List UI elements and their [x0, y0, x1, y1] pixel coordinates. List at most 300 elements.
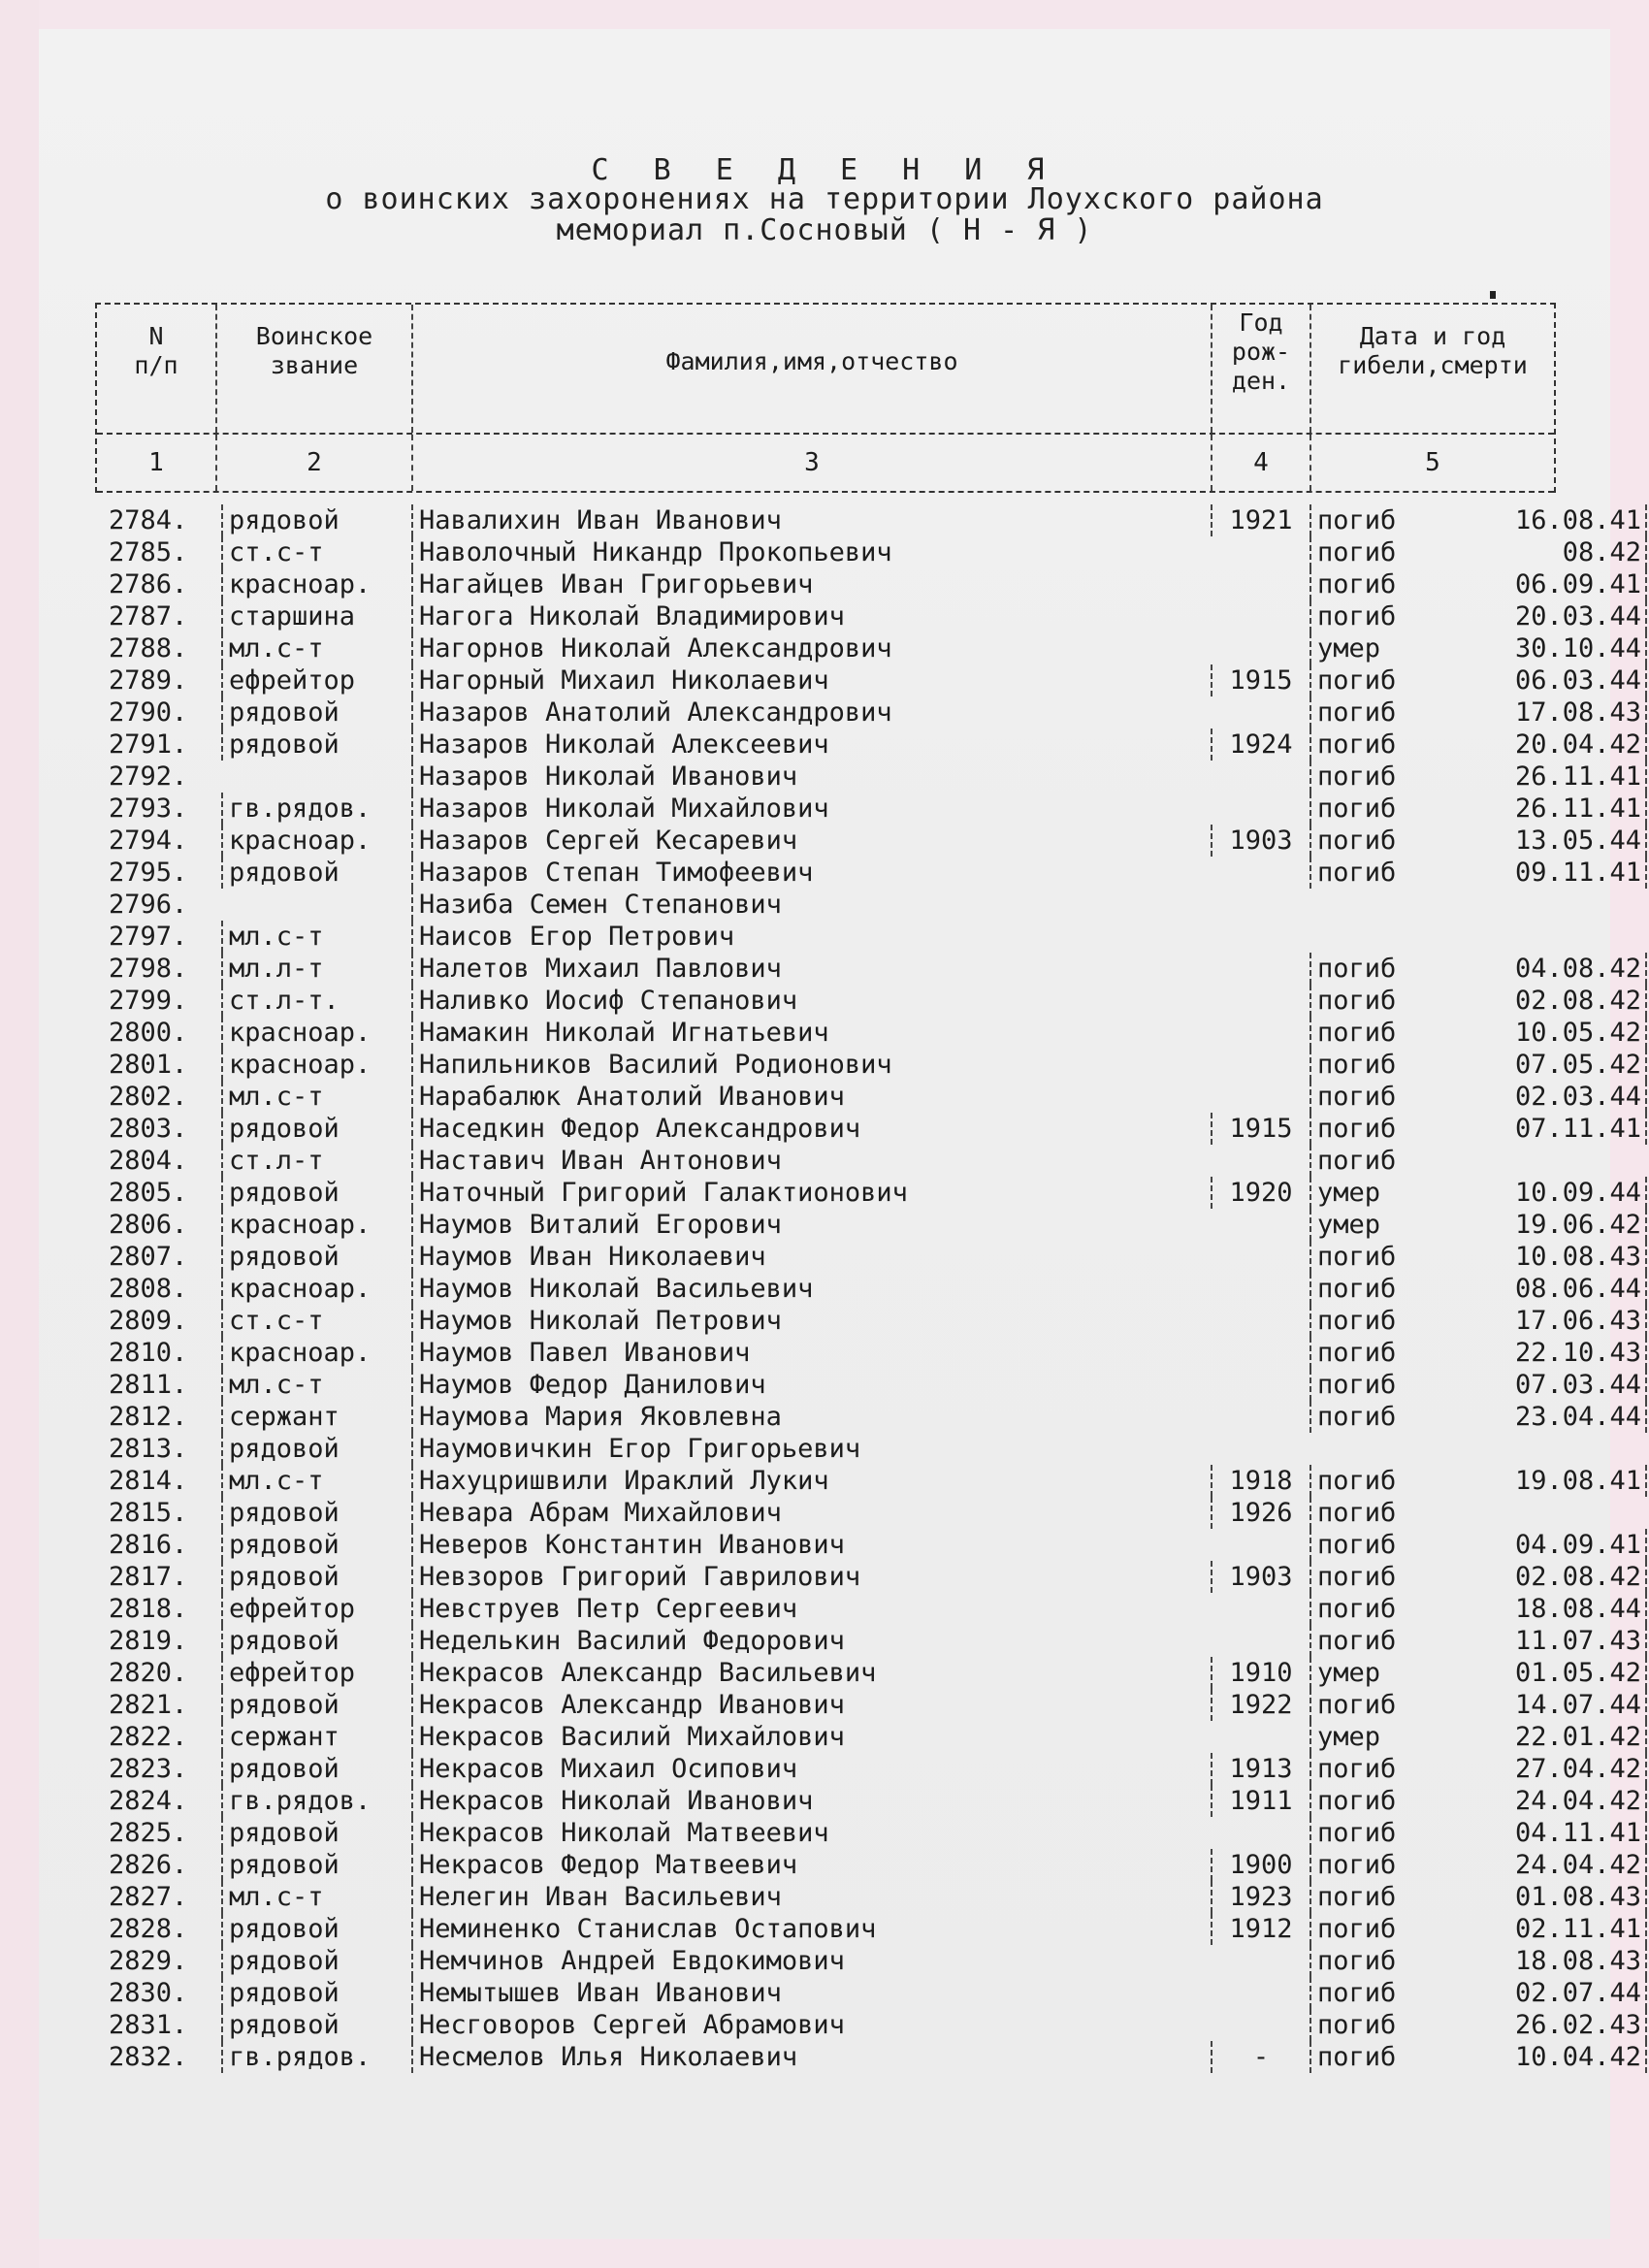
row-number: 2819. — [109, 1626, 188, 1656]
row-status: погиб — [1310, 697, 1424, 729]
row-status: погиб — [1310, 1817, 1424, 1849]
row-death-date: 08.06.44 — [1434, 1273, 1647, 1305]
row-full-name: Невструев Петр Сергеевич — [411, 1593, 1214, 1625]
table-row — [95, 1177, 1641, 1209]
table-row — [95, 1017, 1641, 1049]
row-rank: ст.л-т — [221, 1145, 417, 1177]
table-row — [95, 825, 1641, 857]
row-rank: рядовой — [221, 2009, 417, 2041]
row-death-date: 02.11.41 — [1434, 1913, 1647, 1945]
row-full-name: Нагорный Михаил Николаевич — [411, 664, 1214, 697]
table-row — [95, 600, 1641, 632]
row-death-date: 13.05.44 — [1434, 825, 1647, 857]
row-status: умер — [1310, 632, 1424, 664]
row-number: 2804. — [109, 1146, 188, 1176]
row-rank: ст.с-т — [221, 536, 417, 568]
row-rank: ефрейтор — [221, 1593, 417, 1625]
row-full-name: Налетов Михаил Павлович — [411, 953, 1214, 985]
row-full-name: Несмелов Илья Николаевич — [411, 2041, 1214, 2073]
row-number: 2824. — [109, 1786, 188, 1816]
row-number: 2793. — [109, 794, 188, 824]
row-birth-year: - — [1211, 2041, 1310, 2073]
row-rank: рядовой — [221, 1689, 417, 1721]
table-row — [95, 985, 1641, 1017]
table-row — [95, 536, 1641, 568]
row-status: погиб — [1310, 985, 1424, 1017]
table-row — [95, 1753, 1641, 1785]
row-number: 2810. — [109, 1338, 188, 1368]
column-number-3: 3 — [413, 435, 1212, 491]
column-number-4: 4 — [1212, 435, 1311, 491]
row-full-name: Назаров Сергей Кесаревич — [411, 825, 1214, 857]
row-birth-year: 1920 — [1211, 1177, 1310, 1209]
row-number: 2789. — [109, 665, 188, 696]
row-death-date: 11.07.43 — [1434, 1625, 1647, 1657]
row-number: 2806. — [109, 1210, 188, 1240]
row-death-date: 01.05.42 — [1434, 1657, 1647, 1689]
row-death-date: 24.04.42 — [1434, 1849, 1647, 1881]
row-birth-year: 1913 — [1211, 1753, 1310, 1785]
row-death-date: 08.42 — [1434, 536, 1647, 568]
row-rank: рядовой — [221, 1817, 417, 1849]
row-number: 2813. — [109, 1434, 188, 1464]
row-death-date: 06.03.44 — [1434, 664, 1647, 697]
row-birth-year: 1910 — [1211, 1657, 1310, 1689]
row-number: 2812. — [109, 1402, 188, 1432]
row-full-name: Наливко Иосиф Степанович — [411, 985, 1214, 1017]
row-death-date: 04.09.41 — [1434, 1529, 1647, 1561]
row-status: погиб — [1310, 1401, 1424, 1433]
table-row — [95, 1113, 1641, 1145]
row-status: погиб — [1310, 1113, 1424, 1145]
column-header-rank: Воинское звание — [217, 305, 413, 433]
table-row — [95, 1657, 1641, 1689]
row-birth-year: 1911 — [1211, 1785, 1310, 1817]
scan-border-left — [0, 0, 39, 2268]
row-death-date: 17.08.43 — [1434, 697, 1647, 729]
row-number: 2802. — [109, 1082, 188, 1112]
row-full-name: Наумов Виталий Егорович — [411, 1209, 1214, 1241]
row-full-name: Невара Абрам Михайлович — [411, 1497, 1214, 1529]
row-number: 2822. — [109, 1722, 188, 1752]
row-death-date: 10.08.43 — [1434, 1241, 1647, 1273]
row-full-name: Наумов Павел Иванович — [411, 1337, 1214, 1369]
burial-table-body — [95, 504, 1641, 2073]
row-number: 2826. — [109, 1850, 188, 1880]
row-number: 2795. — [109, 858, 188, 888]
table-row — [95, 857, 1641, 889]
table-row — [95, 761, 1641, 793]
row-number: 2808. — [109, 1274, 188, 1304]
row-rank: рядовой — [221, 1529, 417, 1561]
row-birth-year: 1922 — [1211, 1689, 1310, 1721]
row-birth-year: 1926 — [1211, 1497, 1310, 1529]
table-row — [95, 889, 1552, 921]
row-full-name: Нелегин Иван Васильевич — [411, 1881, 1214, 1913]
table-row — [95, 1977, 1641, 2009]
row-number: 2800. — [109, 1018, 188, 1048]
row-rank: мл.с-т — [221, 1369, 417, 1401]
row-full-name: Несговоров Сергей Абрамович — [411, 2009, 1214, 2041]
table-row — [95, 1785, 1641, 1817]
row-number: 2791. — [109, 729, 188, 760]
row-status: погиб — [1310, 1497, 1424, 1529]
row-death-date: 02.08.42 — [1434, 985, 1647, 1017]
column-header-name: Фамилия,имя,отчество — [413, 305, 1212, 433]
row-full-name: Некрасов Федор Матвеевич — [411, 1849, 1214, 1881]
row-full-name: Наумов Федор Данилович — [411, 1369, 1214, 1401]
row-number: 2831. — [109, 2010, 188, 2040]
row-full-name: Некрасов Василий Михайлович — [411, 1721, 1214, 1753]
table-row — [95, 1593, 1641, 1625]
table-row — [95, 1721, 1641, 1753]
row-full-name: Назаров Николай Иванович — [411, 761, 1214, 793]
table-row — [95, 1689, 1641, 1721]
row-status: погиб — [1310, 1369, 1424, 1401]
row-number: 2801. — [109, 1050, 188, 1080]
column-header-number: N п/п — [97, 305, 217, 433]
row-status: погиб — [1310, 825, 1424, 857]
table-row — [95, 729, 1641, 761]
row-rank: рядовой — [221, 729, 417, 761]
row-status: погиб — [1310, 1017, 1424, 1049]
row-death-date: 19.06.42 — [1434, 1209, 1647, 1241]
row-death-date: 22.01.42 — [1434, 1721, 1647, 1753]
row-rank: рядовой — [221, 1561, 417, 1593]
row-number: 2829. — [109, 1946, 188, 1976]
row-death-date: 01.08.43 — [1434, 1881, 1647, 1913]
row-number: 2799. — [109, 986, 188, 1016]
row-death-date: 27.04.42 — [1434, 1753, 1647, 1785]
row-number: 2814. — [109, 1466, 188, 1496]
row-rank: ст.с-т — [221, 1305, 417, 1337]
table-row — [95, 1881, 1641, 1913]
row-full-name: Нагога Николай Владимирович — [411, 600, 1214, 632]
row-death-date: 06.09.41 — [1434, 568, 1647, 600]
row-full-name: Неделькин Василий Федорович — [411, 1625, 1214, 1657]
row-number: 2807. — [109, 1242, 188, 1272]
row-number: 2787. — [109, 601, 188, 632]
row-number: 2809. — [109, 1306, 188, 1336]
row-full-name: Наисов Егор Петрович — [411, 921, 1214, 953]
row-full-name: Наумова Мария Яковлевна — [411, 1401, 1214, 1433]
row-status: погиб — [1310, 1529, 1424, 1561]
row-status: погиб — [1310, 1049, 1424, 1081]
row-rank: красноар. — [221, 1017, 417, 1049]
row-full-name: Наседкин Федор Александрович — [411, 1113, 1214, 1145]
table-row — [95, 1401, 1641, 1433]
row-full-name: Нагорнов Николай Александрович — [411, 632, 1214, 664]
row-rank: рядовой — [221, 1433, 417, 1465]
scan-border-bottom — [0, 2239, 1649, 2268]
scan-border-top — [0, 0, 1649, 29]
table-row — [95, 1529, 1641, 1561]
row-rank: ефрейтор — [221, 1657, 417, 1689]
row-status: погиб — [1310, 857, 1424, 889]
table-row — [95, 1049, 1641, 1081]
row-death-date: 17.06.43 — [1434, 1305, 1647, 1337]
row-number: 2805. — [109, 1178, 188, 1208]
table-row — [95, 1945, 1641, 1977]
row-number: 2820. — [109, 1658, 188, 1688]
row-death-date: 02.03.44 — [1434, 1081, 1647, 1113]
row-status: погиб — [1310, 1081, 1424, 1113]
row-status: погиб — [1310, 1337, 1424, 1369]
row-rank: рядовой — [221, 1913, 417, 1945]
row-status: умер — [1310, 1657, 1424, 1689]
row-number: 2792. — [109, 761, 188, 792]
row-rank: красноар. — [221, 1049, 417, 1081]
row-death-date: 16.08.41 — [1434, 504, 1647, 536]
row-number: 2794. — [109, 826, 188, 856]
row-status: умер — [1310, 1209, 1424, 1241]
row-death-date: 04.11.41 — [1434, 1817, 1647, 1849]
row-number: 2811. — [109, 1370, 188, 1400]
memorial-name: мемориал п.Сосновый ( Н - Я ) — [556, 213, 1093, 247]
column-headers — [97, 305, 1554, 435]
column-number-1: 1 — [97, 435, 217, 491]
row-status: погиб — [1310, 1273, 1424, 1305]
column-header-birth-year: Год рож- ден. — [1212, 305, 1311, 433]
row-birth-year: 1923 — [1211, 1881, 1310, 1913]
row-number: 2797. — [109, 922, 188, 952]
row-full-name: Наумовичкин Егор Григорьевич — [411, 1433, 1214, 1465]
row-number: 2828. — [109, 1914, 188, 1944]
row-rank: сержант — [221, 1721, 417, 1753]
row-full-name: Невзоров Григорий Гаврилович — [411, 1561, 1214, 1593]
row-full-name: Намакин Николай Игнатьевич — [411, 1017, 1214, 1049]
table-row — [95, 632, 1641, 664]
row-number: 2788. — [109, 633, 188, 664]
row-death-date: 26.02.43 — [1434, 2009, 1647, 2041]
row-status: умер — [1310, 1177, 1424, 1209]
row-number: 2825. — [109, 1818, 188, 1848]
row-status: погиб — [1310, 536, 1424, 568]
row-rank: рядовой — [221, 1849, 417, 1881]
row-rank: рядовой — [221, 1625, 417, 1657]
row-death-date: 10.05.42 — [1434, 1017, 1647, 1049]
row-death-date: 18.08.43 — [1434, 1945, 1647, 1977]
row-rank: рядовой — [221, 1977, 417, 2009]
table-row — [95, 2041, 1641, 2073]
row-birth-year: 1912 — [1211, 1913, 1310, 1945]
row-rank: рядовой — [221, 504, 417, 536]
row-death-date: 20.04.42 — [1434, 729, 1647, 761]
table-row — [95, 1081, 1641, 1113]
table-row — [95, 1273, 1641, 1305]
table-row — [95, 1625, 1641, 1657]
row-status: погиб — [1310, 1849, 1424, 1881]
row-rank: сержант — [221, 1401, 417, 1433]
row-status: погиб — [1310, 1913, 1424, 1945]
row-full-name: Назиба Семен Степанович — [411, 889, 1214, 921]
row-death-date: 20.03.44 — [1434, 600, 1647, 632]
row-full-name: Некрасов Александр Васильевич — [411, 1657, 1214, 1689]
table-row — [95, 697, 1641, 729]
row-full-name: Некрасов Александр Иванович — [411, 1689, 1214, 1721]
table-row — [95, 1145, 1552, 1177]
row-rank: ст.л-т. — [221, 985, 417, 1017]
row-death-date: 26.11.41 — [1434, 793, 1647, 825]
table-row — [95, 1849, 1641, 1881]
table-row — [95, 1433, 1552, 1465]
table-row — [95, 1337, 1641, 1369]
row-number: 2790. — [109, 697, 188, 728]
row-status: погиб — [1310, 1881, 1424, 1913]
table-row — [95, 1913, 1641, 1945]
row-full-name: Некрасов Михаил Осипович — [411, 1753, 1214, 1785]
row-rank: мл.с-т — [221, 1081, 417, 1113]
row-birth-year: 1903 — [1211, 825, 1310, 857]
row-death-date: 19.08.41 — [1434, 1465, 1647, 1497]
row-number: 2817. — [109, 1562, 188, 1592]
document-subtitle: о воинских захоронениях на территории Лоухского района — [325, 182, 1324, 216]
row-death-date: 04.08.42 — [1434, 953, 1647, 985]
row-status: погиб — [1310, 1593, 1424, 1625]
row-number: 2784. — [109, 505, 188, 535]
row-status: погиб — [1310, 1625, 1424, 1657]
table-row — [95, 1369, 1641, 1401]
table-row — [95, 793, 1641, 825]
row-status: погиб — [1310, 729, 1424, 761]
row-death-date: 07.03.44 — [1434, 1369, 1647, 1401]
row-death-date: 07.11.41 — [1434, 1113, 1647, 1145]
row-rank: рядовой — [221, 1945, 417, 1977]
table-row — [95, 664, 1641, 697]
row-rank: старшина — [221, 600, 417, 632]
row-number: 2796. — [109, 890, 188, 920]
row-number: 2821. — [109, 1690, 188, 1720]
row-status: погиб — [1310, 664, 1424, 697]
row-number: 2818. — [109, 1594, 188, 1624]
table-row — [95, 1561, 1641, 1593]
row-number: 2798. — [109, 954, 188, 984]
row-status: погиб — [1310, 504, 1424, 536]
burial-table-header — [95, 303, 1556, 493]
row-number: 2816. — [109, 1530, 188, 1560]
row-rank: мл.с-т — [221, 1881, 417, 1913]
row-full-name: Наточный Григорий Галактионович — [411, 1177, 1214, 1209]
row-death-date: 24.04.42 — [1434, 1785, 1647, 1817]
row-rank: мл.с-т — [221, 632, 417, 664]
row-number: 2823. — [109, 1754, 188, 1784]
row-death-date: 10.04.42 — [1434, 2041, 1647, 2073]
row-birth-year: 1924 — [1211, 729, 1310, 761]
row-full-name: Немытышев Иван Иванович — [411, 1977, 1214, 2009]
row-full-name: Некрасов Николай Иванович — [411, 1785, 1214, 1817]
row-status: погиб — [1310, 1977, 1424, 2009]
row-status: погиб — [1310, 1561, 1424, 1593]
row-rank: ефрейтор — [221, 664, 417, 697]
row-rank: красноар. — [221, 1337, 417, 1369]
table-row — [95, 568, 1641, 600]
row-number: 2815. — [109, 1498, 188, 1528]
row-full-name: Наумов Николай Васильевич — [411, 1273, 1214, 1305]
row-full-name: Нагайцев Иван Григорьевич — [411, 568, 1214, 600]
row-full-name: Назаров Николай Алексеевич — [411, 729, 1214, 761]
row-number: 2803. — [109, 1114, 188, 1144]
row-status: погиб — [1310, 2041, 1424, 2073]
row-birth-year: 1915 — [1211, 1113, 1310, 1145]
row-rank: рядовой — [221, 1497, 417, 1529]
row-full-name: Некрасов Николай Матвеевич — [411, 1817, 1214, 1849]
row-death-date: 26.11.41 — [1434, 761, 1647, 793]
row-rank: красноар. — [221, 1273, 417, 1305]
row-birth-year: 1900 — [1211, 1849, 1310, 1881]
row-rank: рядовой — [221, 1753, 417, 1785]
table-row — [95, 504, 1641, 536]
row-status: умер — [1310, 1721, 1424, 1753]
column-number-2: 2 — [217, 435, 413, 491]
row-rank: гв.рядов. — [221, 1785, 417, 1817]
row-full-name: Нахуцришвили Ираклий Лукич — [411, 1465, 1214, 1497]
row-death-date: 07.05.42 — [1434, 1049, 1647, 1081]
row-rank: красноар. — [221, 568, 417, 600]
row-rank: мл.л-т — [221, 953, 417, 985]
row-status: погиб — [1310, 761, 1424, 793]
column-number-5: 5 — [1425, 448, 1440, 477]
row-rank: рядовой — [221, 1113, 417, 1145]
row-death-date: 14.07.44 — [1434, 1689, 1647, 1721]
row-full-name: Назаров Степан Тимофеевич — [411, 857, 1214, 889]
row-full-name: Назаров Николай Михайлович — [411, 793, 1214, 825]
row-rank: мл.с-т — [221, 1465, 417, 1497]
row-full-name: Напильников Василий Родионович — [411, 1049, 1214, 1081]
row-birth-year: 1915 — [1211, 664, 1310, 697]
row-death-date: 22.10.43 — [1434, 1337, 1647, 1369]
row-full-name: Наставич Иван Антонович — [411, 1145, 1214, 1177]
row-status: погиб — [1310, 1241, 1424, 1273]
row-death-date: 30.10.44 — [1434, 632, 1647, 664]
row-status: погиб — [1310, 1465, 1424, 1497]
row-rank: гв.рядов. — [221, 2041, 417, 2073]
table-row — [95, 921, 1552, 953]
row-status: погиб — [1310, 1689, 1424, 1721]
row-death-date: 23.04.44 — [1434, 1401, 1647, 1433]
table-row — [95, 1465, 1641, 1497]
column-numbers — [97, 435, 1554, 493]
row-full-name: Неверов Константин Иванович — [411, 1529, 1214, 1561]
row-death-date: 02.07.44 — [1434, 1977, 1647, 2009]
row-rank: мл.с-т — [221, 921, 417, 953]
row-birth-year: 1918 — [1211, 1465, 1310, 1497]
row-number: 2832. — [109, 2042, 188, 2072]
table-row — [95, 1497, 1552, 1529]
row-full-name: Навалихин Иван Иванович — [411, 504, 1214, 536]
row-number: 2830. — [109, 1978, 188, 2008]
document-title: С В Е Д Е Н И Я — [591, 153, 1058, 187]
row-status: погиб — [1310, 793, 1424, 825]
row-status: погиб — [1310, 568, 1424, 600]
row-rank: гв.рядов. — [221, 793, 417, 825]
row-rank: рядовой — [221, 1177, 417, 1209]
row-death-date: 10.09.44 — [1434, 1177, 1647, 1209]
row-birth-year: 1903 — [1211, 1561, 1310, 1593]
row-status: погиб — [1310, 600, 1424, 632]
row-death-date: 18.08.44 — [1434, 1593, 1647, 1625]
table-row — [95, 1305, 1641, 1337]
row-rank: рядовой — [221, 1241, 417, 1273]
row-death-date: 09.11.41 — [1434, 857, 1647, 889]
column-header-death-date: Дата и год гибели,смерти — [1338, 322, 1528, 379]
table-row — [95, 1209, 1641, 1241]
table-row — [95, 953, 1641, 985]
row-full-name: Наволочный Никандр Прокопьевич — [411, 536, 1214, 568]
row-status: погиб — [1310, 2009, 1424, 2041]
row-number: 2786. — [109, 569, 188, 599]
row-death-date: 02.08.42 — [1434, 1561, 1647, 1593]
row-number: 2785. — [109, 537, 188, 567]
